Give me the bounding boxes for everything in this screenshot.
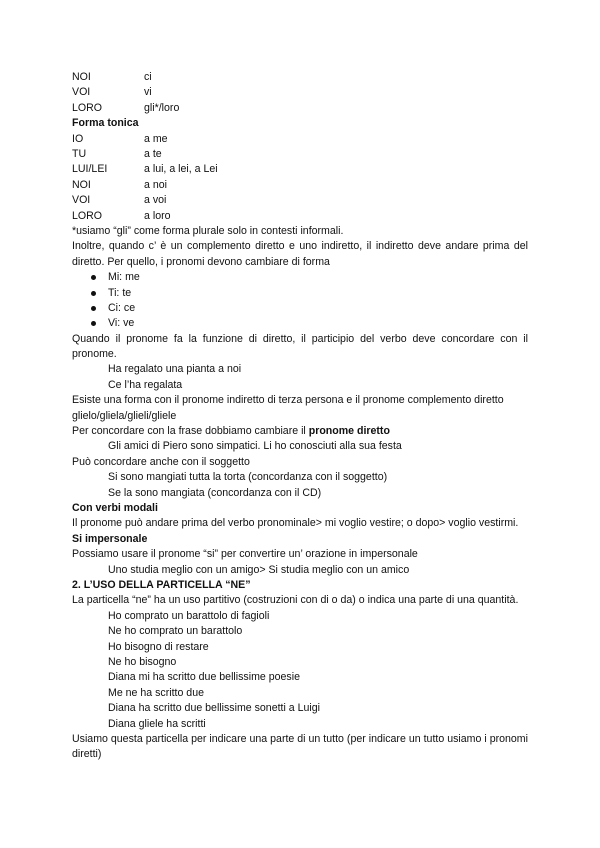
example-line: Se la sono mangiata (concordanza con il CD) xyxy=(108,486,322,499)
paragraph-impersonale: Possiamo usare il pronome “si” per convertire un’ orazione in impersonale xyxy=(72,548,418,561)
glielo-forms: glielo/gliela/glieli/gliele xyxy=(72,409,177,422)
modali-heading: Con verbi modali xyxy=(72,502,158,514)
example-line: Diana mi ha scritto due bellissime poesie xyxy=(108,671,300,684)
form-cell: a me xyxy=(144,132,168,145)
table-row xyxy=(72,178,528,193)
pronoun-cell: TU xyxy=(72,147,87,160)
bullet-list xyxy=(72,270,528,332)
paragraph-modali: Il pronome può andare prima del verbo pronominale> mi voglio vestire; o dopo> voglio vestirmi. xyxy=(72,517,519,530)
bullet-icon xyxy=(91,321,96,326)
form-cell: vi xyxy=(144,86,152,99)
list-item: Vi: ve xyxy=(72,316,528,331)
section-2-heading: 2. L’USO DELLA PARTICELLA “NE” xyxy=(72,578,251,591)
paragraph-concordare: Per concordare con la frase dobbiamo cambiare il pronome diretto xyxy=(72,425,390,438)
table-row xyxy=(72,209,528,224)
list-item: Mi: me xyxy=(72,270,528,285)
example-line: Uno studia meglio con un amigo> Si studia meglio con un amico xyxy=(108,563,410,576)
example-line: Diana gliele ha scritti xyxy=(108,717,206,730)
example-line: Si sono mangiati tutta la torta (concordanza con il soggetto) xyxy=(108,471,388,484)
paragraph-usiamo: Usiamo questa particella per indicare una parte di un tutto (per indicare un tutto usiamo i pronomi diretti) xyxy=(72,732,528,761)
table-row xyxy=(72,162,528,177)
example-line: Diana ha scritto due bellissime sonetti a Luigi xyxy=(108,702,320,715)
table-row xyxy=(72,101,528,116)
paragraph-inoltre: Inoltre, quando c’ è un complemento diretto e uno indiretto, il indiretto deve andare prima del diretto. Per quello, i pronomi devono cambiare di forma xyxy=(72,240,528,268)
pronoun-cell: IO xyxy=(72,132,84,145)
example-line: Ha regalato una pianta a noi xyxy=(108,363,242,376)
table-row xyxy=(72,147,528,162)
pronoun-cell: VOI xyxy=(72,86,91,99)
form-cell: a voi xyxy=(144,194,167,207)
footnote: *usiamo “gli” come forma plurale solo in contesti informali. xyxy=(72,224,344,237)
form-cell: a te xyxy=(144,147,162,160)
bullet-icon xyxy=(91,306,96,311)
pronoun-cell: LORO xyxy=(72,101,103,114)
ne-examples xyxy=(72,609,528,732)
example-line: Ne ho comprato un barattolo xyxy=(108,625,243,638)
list-item: Ti: te xyxy=(72,286,528,301)
form-cell: ci xyxy=(144,71,152,83)
example-line: Ho comprato un barattolo di fagioli xyxy=(108,609,270,622)
paragraph-esiste: Esiste una forma con il pronome indiretto di terza persona e il pronome complemento diretto xyxy=(72,394,504,407)
bullet-icon xyxy=(91,291,96,296)
pronoun-cell: VOI xyxy=(72,194,91,207)
impersonale-heading: Si impersonale xyxy=(72,532,148,545)
form-cell: gli*/loro xyxy=(144,101,180,114)
form-cell: a loro xyxy=(144,209,171,222)
paragraph-particella: La particella “ne” ha un uso partitivo (costruzioni con di o da) o indica una parte di una quantità. xyxy=(72,594,519,607)
table-row xyxy=(72,132,528,147)
bullet-icon xyxy=(91,275,96,280)
table-row xyxy=(72,85,528,100)
table-row xyxy=(72,70,528,85)
form-cell: a noi xyxy=(144,178,167,191)
table-row xyxy=(72,193,528,208)
pronoun-table-top xyxy=(72,70,528,116)
list-item: Ci: ce xyxy=(72,301,528,316)
pronoun-cell: LORO xyxy=(72,209,103,222)
paragraph-soggetto: Può concordare anche con il soggetto xyxy=(72,455,250,468)
example-line: Me ne ha scritto due xyxy=(108,686,204,699)
pronoun-cell: LUI/LEI xyxy=(72,163,108,176)
example-line: Ho bisogno di restare xyxy=(108,640,209,653)
example-line: Gli amici di Piero sono simpatici. Li ho conosciuti alla sua festa xyxy=(108,440,402,453)
example-line: Ce l’ha regalata xyxy=(108,378,183,391)
paragraph-quando: Quando il pronome fa la funzione di diretto, il participio del verbo deve concordare con il pronome. xyxy=(72,332,528,361)
pronoun-cell: NOI xyxy=(72,71,91,83)
pronoun-cell: NOI xyxy=(72,178,91,191)
example-line: Ne ho bisogno xyxy=(108,655,177,668)
forma-tonica-heading: Forma tonica xyxy=(72,117,139,130)
forma-tonica-table xyxy=(72,132,528,224)
form-cell: a lui, a lei, a Lei xyxy=(144,163,218,176)
pronome-diretto-bold: pronome diretto xyxy=(308,425,390,438)
